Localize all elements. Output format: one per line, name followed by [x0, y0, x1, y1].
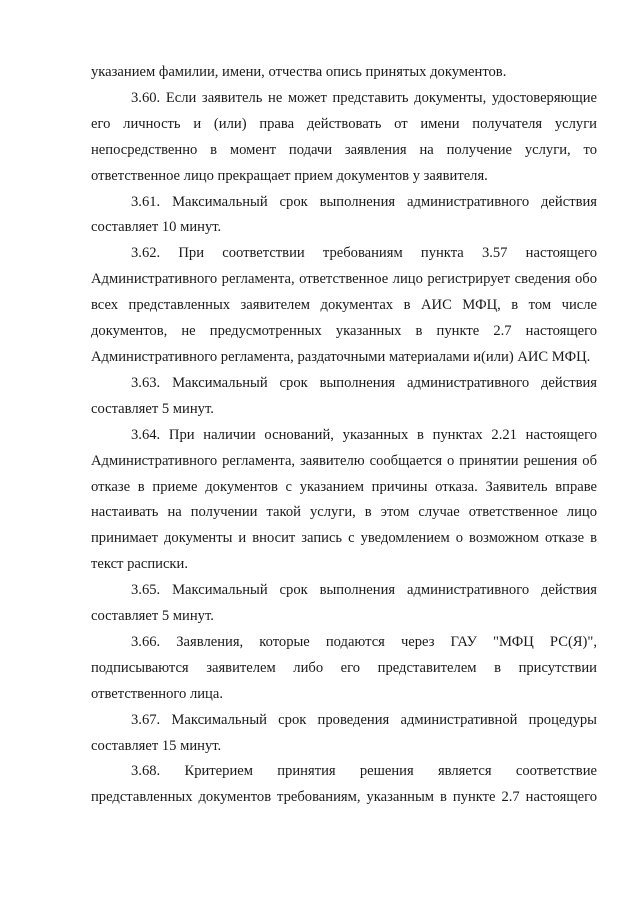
paragraph-3-63: 3.63. Максимальный срок выполнения административного действия составляет 5 минут.	[91, 374, 597, 417]
document-body	[91, 60, 597, 811]
paragraph-3-65: 3.65. Максимальный срок выполнения административного действия составляет 5 минут.	[91, 582, 597, 625]
paragraph-continuation: указанием фамилии, имени, отчества опись принятых документов.	[91, 64, 507, 80]
paragraph-3-68: 3.68. Критерием принятия решения является соответствие представленных документов требованиям, указанным в пункте 2.7 настоящего	[91, 763, 597, 806]
paragraph-3-64: 3.64. При наличии оснований, указанных в пунктах 2.21 настоящего Административного регламента, заявителю сообщается о принятии решения об отказе в приеме документов с указанием причины отказа. Заявитель вправе настаивать на получении такой услуги, в этом случае ответственное лицо принимает документы и вносит запись с уведомлением о возможном отказе в текст расписки.	[91, 426, 597, 573]
paragraph-3-67: 3.67. Максимальный срок проведения административной процедуры составляет 15 минут.	[91, 711, 597, 754]
paragraph-3-62: 3.62. При соответствии требованиям пункта 3.57 настоящего Административного регламента, ответственное лицо регистрирует сведения обо всех представленных заявителем документах в АИС МФЦ, в том числе документов, не предусмотренных указанных в пункте 2.7 настоящего Административного регламента, раздаточными материалами и(или) АИС МФЦ.	[91, 245, 597, 365]
paragraph-3-61: 3.61. Максимальный срок выполнения административного действия составляет 10 минут.	[91, 193, 597, 236]
paragraph-3-66: 3.66. Заявления, которые подаются через ГАУ "МФЦ РС(Я)", подписываются заявителем либо его представителем в присутствии ответственного лица.	[91, 633, 597, 702]
paragraph-3-60: 3.60. Если заявитель не может представить документы, удостоверяющие его личность и (или) права действовать от имени получателя услуги непосредственно в момент подачи заявления на получение услуги, то ответственное лицо прекращает прием документов у заявителя.	[91, 89, 597, 184]
